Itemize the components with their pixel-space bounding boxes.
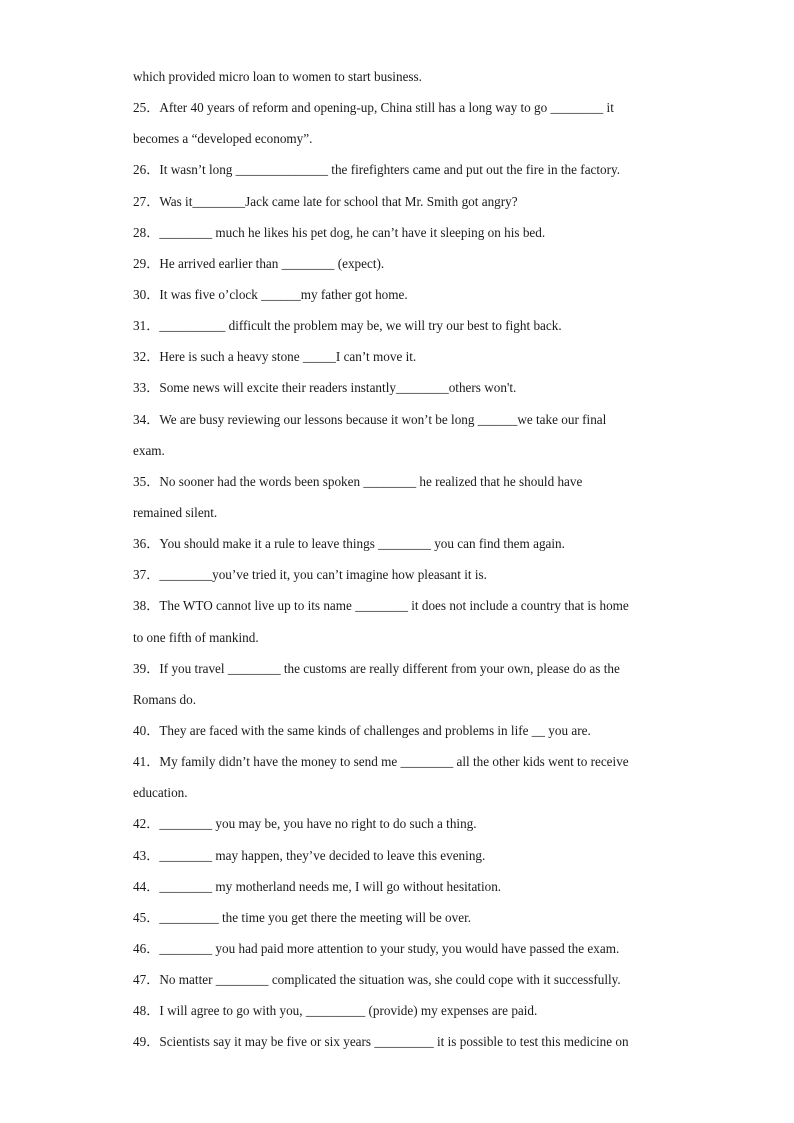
question-33: 33．Some news will excite their readers instantly________others won't.: [133, 380, 517, 396]
question-29: 29．He arrived earlier than ________ (expect).: [133, 255, 385, 271]
question-31: 31．__________ difficult the problem may be, we will try our best to fight back.: [133, 318, 562, 334]
question-26: 26．It wasn’t long ______________ the firefighters came and put out the fire in the factory.: [133, 162, 621, 178]
text-line: education.: [133, 785, 188, 801]
question-27: 27．Was it________Jack came late for school that Mr. Smith got angry?: [133, 193, 518, 209]
text-line: exam.: [133, 442, 165, 458]
question-35: 35．No sooner had the words been spoken ________ he realized that he should have: [133, 473, 583, 489]
text-line: Romans do.: [133, 691, 197, 707]
question-37: 37．________you’ve tried it, you can’t imagine how pleasant it is.: [133, 567, 487, 583]
question-30: 30．It was five o’clock ______my father got home.: [133, 286, 408, 302]
question-46: 46．________ you had paid more attention to your study, you would have passed the exam.: [133, 940, 620, 956]
question-42: 42．________ you may be, you have no right to do such a thing.: [133, 816, 477, 832]
question-36: 36．You should make it a rule to leave things ________ you can find them again.: [133, 536, 565, 552]
question-45: 45．_________ the time you get there the meeting will be over.: [133, 909, 472, 925]
question-39: 39．If you travel ________ the customs are really different from your own, please do as the: [133, 660, 620, 676]
question-41: 41．My family didn’t have the money to send me ________ all the other kids went to receive: [133, 754, 629, 770]
question-38: 38．The WTO cannot live up to its name ________ it does not include a country that is home: [133, 598, 629, 614]
question-43: 43．________ may happen, they’ve decided to leave this evening.: [133, 847, 486, 863]
text-line: becomes a “developed economy”.: [133, 131, 313, 147]
text-line: which provided micro loan to women to start business.: [133, 69, 422, 84]
question-44: 44．________ my motherland needs me, I will go without hesitation.: [133, 878, 502, 894]
question-34: 34．We are busy reviewing our lessons because it won’t be long ______we take our final: [133, 411, 607, 427]
text-line: to one fifth of mankind.: [133, 629, 259, 645]
question-48: 48．I will agree to go with you, _________ (provide) my expenses are paid.: [133, 1003, 538, 1019]
question-40: 40．They are faced with the same kinds of challenges and problems in life __ you are.: [133, 722, 591, 738]
exercise-text: [133, 61, 663, 1058]
question-28: 28．________ much he likes his pet dog, he can’t have it sleeping on his bed.: [133, 224, 546, 240]
question-32: 32．Here is such a heavy stone _____I can’t move it.: [133, 349, 417, 365]
question-49: 49．Scientists say it may be five or six years _________ it is possible to test this medicine on: [133, 1034, 629, 1050]
question-47: 47．No matter ________ complicated the situation was, she could cope with it successfully.: [133, 972, 621, 988]
text-line: remained silent.: [133, 504, 218, 520]
question-25: 25．After 40 years of reform and opening-up, China still has a long way to go ________ it: [133, 100, 614, 116]
